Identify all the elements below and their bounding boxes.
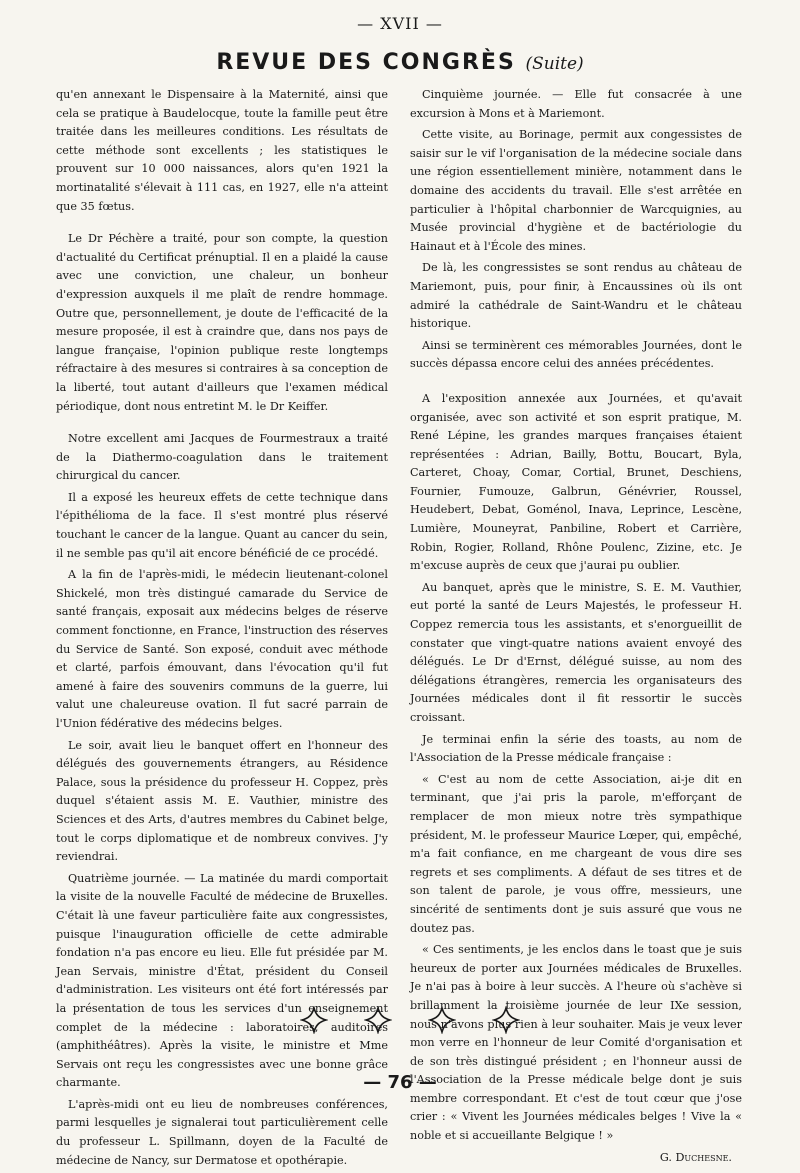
paragraph: Ainsi se terminèrent ces mémorables Journées, dont le succès dépassa encore celui des années précédentes. bbox=[410, 338, 742, 371]
paragraph: De là, les congressistes se sont rendus au château de Mariemont, puis, pour finir, à Encaussines où ils ont admiré la cathédrale de Saint-Wandru et le château historique. bbox=[410, 261, 742, 331]
paragraph: Je terminai enfin la série des toasts, au nom de l'Association de la Presse médicale française : bbox=[410, 732, 742, 765]
ornament-icon bbox=[492, 1006, 520, 1034]
paragraph: Quatrième journée. — La matinée du mardi comportait la visite de la nouvelle Faculté de médecine de Bruxelles. C'était là une faveur particulière faite aux congressistes, puisque l'inauguration officielle de cette admirable fondation n'a pas encore eu lieu. Elle fut présidée par M. Jean Servais, ministre d'État, président du Conseil d'administration. Les visiteurs ont été fort intéressés par la présentation de tous les services d'un enseignement complet de la médecine : laboratoires, auditoires (amphithéâtres). Après la visite, le ministre et Mme Servais ont reçu les congressistes avec une bonne grâce charmante. bbox=[56, 871, 388, 1090]
ornament-row bbox=[300, 1006, 520, 1034]
paragraph: Au banquet, après que le ministre, S. E. M. Vauthier, eut porté la santé de Leurs Majestés, le professeur H. Coppez remercia tous les assistants, et s'enorgueillit de constater que vingt-quatre nations avaient envoyé des délégués. Le Dr d'Ernst, délégué suisse, au nom des délégations étrangères, remercia les organisateurs des Journées médicales dont il fit ressortir le succès croissant. bbox=[410, 580, 742, 724]
page-title bbox=[0, 50, 800, 75]
paragraph: Cinquième journée. — Elle fut consacrée à une excursion à Mons et à Mariemont. bbox=[410, 88, 742, 120]
paragraph: Cette visite, au Borinage, permit aux congessistes de saisir sur le vif l'organisation de la médecine sociale dans une région essentiellement minière, notamment dans le domaine des accidents du travail. Elle s'est arrêtée en particulier à l'hôpital charbonnier de Warcquignies, au Musée provincial d'hygiène et de bactériologie du Hainaut et à l'École des mines. bbox=[410, 128, 742, 253]
page-header-roman: — XVII — bbox=[357, 14, 443, 33]
title-main: REVUE DES CONGRÈS bbox=[216, 50, 516, 75]
ornament-icon bbox=[428, 1006, 456, 1034]
paragraph: Le soir, avait lieu le banquet offert en l'honneur des délégués des gouvernements étrangers, au Résidence Palace, sous la présidence du professeur H. Coppez, près duquel s'étaient assis M. E. Vauthier, ministre des Sciences et des Arts, d'autres membres du Cabinet belge, tout le corps diplomatique et de nombreux convives. J'y reviendrai. bbox=[56, 738, 388, 864]
paragraph: Notre excellent ami Jacques de Fourmestraux a traité de la Diathermo-coagulation dans le traitement chirurgical du cancer. bbox=[56, 432, 388, 483]
paragraph: A la fin de l'après-midi, le médecin lieutenant-colonel Shickelé, mon très distingué camarade du Service de santé français, exposait aux médecins belges de réserve comment fonctionne, en France, l'instruction des réserves du Service de Santé. Son exposé, conduit avec méthode et clarté, parfois émouvant, dans l'évocation qu'il fut amené à faire des souvenirs communs de la guerre, lui valut une chaleureuse ovation. Il fut sacré parrain de l'Union fédérative des médecins belges. bbox=[56, 568, 388, 730]
paragraph: « Ces sentiments, je les enclos dans le toast que je suis heureux de porter aux Journées médicales de Bruxelles. Je n'ai pas à boire à leur succès. A l'heure où s'achève si brillamment la troisième journée de leur IXe session, nous n'avons plus rien à leur souhaiter. Mais je veux lever mon verre en l'honneur de leur Comité d'organisation et de son très distingué président ; en l'honneur aussi de l'Association de la Presse médicale belge dont je suis membre correspondant. Et c'est de tout cœur que j'ose crier : « Vivent les Journées médicales belges ! Vive la « noble et si accueillante Belgique ! » bbox=[410, 943, 742, 1143]
page-number: — 76 — bbox=[363, 1072, 437, 1093]
ornament-icon bbox=[364, 1006, 392, 1034]
paragraph: qu'en annexant le Dispensaire à la Maternité, ainsi que cela se pratique à Baudelocque, toute la famille peut être traitée dans les meilleures conditions. Les résultats de cette méthode sont excellents ; les statistiques le prouvent sur 10 000 naissances, alors qu'en 1921 la mortinatalité s'élevait à 111 cas, en 1927, elle n'a atteint que 35 fœtus. bbox=[56, 88, 388, 213]
title-suite: (Suite) bbox=[525, 54, 584, 74]
paragraph: L'après-midi ont eu lieu de nombreuses conférences, parmi lesquelles je signalerai tout particulièrement celle du professeur L. Spillmann, doyen de la Faculté de médecine de Nancy, sur Dermatose et opothérapie. bbox=[56, 1097, 388, 1167]
paragraph: A l'exposition annexée aux Journées, et qu'avait organisée, avec son activité et son esprit pratique, M. René Lépine, les grandes marques françaises étaient représentées : Adrian, Bailly, Bottu, Boucart, Byla, Carteret, Choay, Comar, Cortial, Brunet, Deschiens, Fournier, Fumouze, Galbrun, Génévrier, Roussel, Heudebert, Debat, Goménol, Inava, Leprince, Lescène, Lumière, Mouneyrat, Panbiline, Robert et Carrière, Robin, Rogier, Rolland, Rhône Poulenc, Zizine, etc. Je m'excuse auprès de ceux que j'aurai pu oublier. bbox=[410, 391, 742, 573]
paragraph: Le Dr Péchère a traité, pour son compte, la question d'actualité du Certificat prénuptial. Il en a plaidé la cause avec une conviction, une chaleur, un bonheur d'expression auxquels il me plaît de rendre hommage. Outre que, personnellement, je doute de l'efficacité de la mesure proposée, il est à craindre que, dans nos pays de langue française, l'opinion publique reste longtemps réfractaire à des mesures si contraires à sa conception de la liberté, tout autant d'ailleurs que l'examen médical périodique, dont nous entretint M. le Dr Keiffer. bbox=[56, 232, 388, 413]
paragraph: Il a exposé les heureux effets de cette technique dans l'épithélioma de la face. Il s'est montré plus réservé touchant le cancer de la langue. Quant au cancer du sein, il ne semble pas qu'il ait encore bénéficié de ce procédé. bbox=[56, 490, 388, 560]
signature: G. Duchesne. bbox=[659, 1150, 732, 1164]
ornament-icon bbox=[300, 1006, 328, 1034]
paragraph: « C'est au nom de cette Association, ai-je dit en terminant, que j'ai pris la parole, m'efforçant de remplacer de mon mieux notre très sympathique président, M. le professeur Maurice Lœper, qui, empêché, m'a fait confiance, en me chargeant de vous dire ses regrets et ses compliments. A défaut de ses titres et de son talent de parole, je vous offre, messieurs, une sincérité de sentiments dont je suis assuré que vous ne doutez pas. bbox=[410, 772, 742, 935]
